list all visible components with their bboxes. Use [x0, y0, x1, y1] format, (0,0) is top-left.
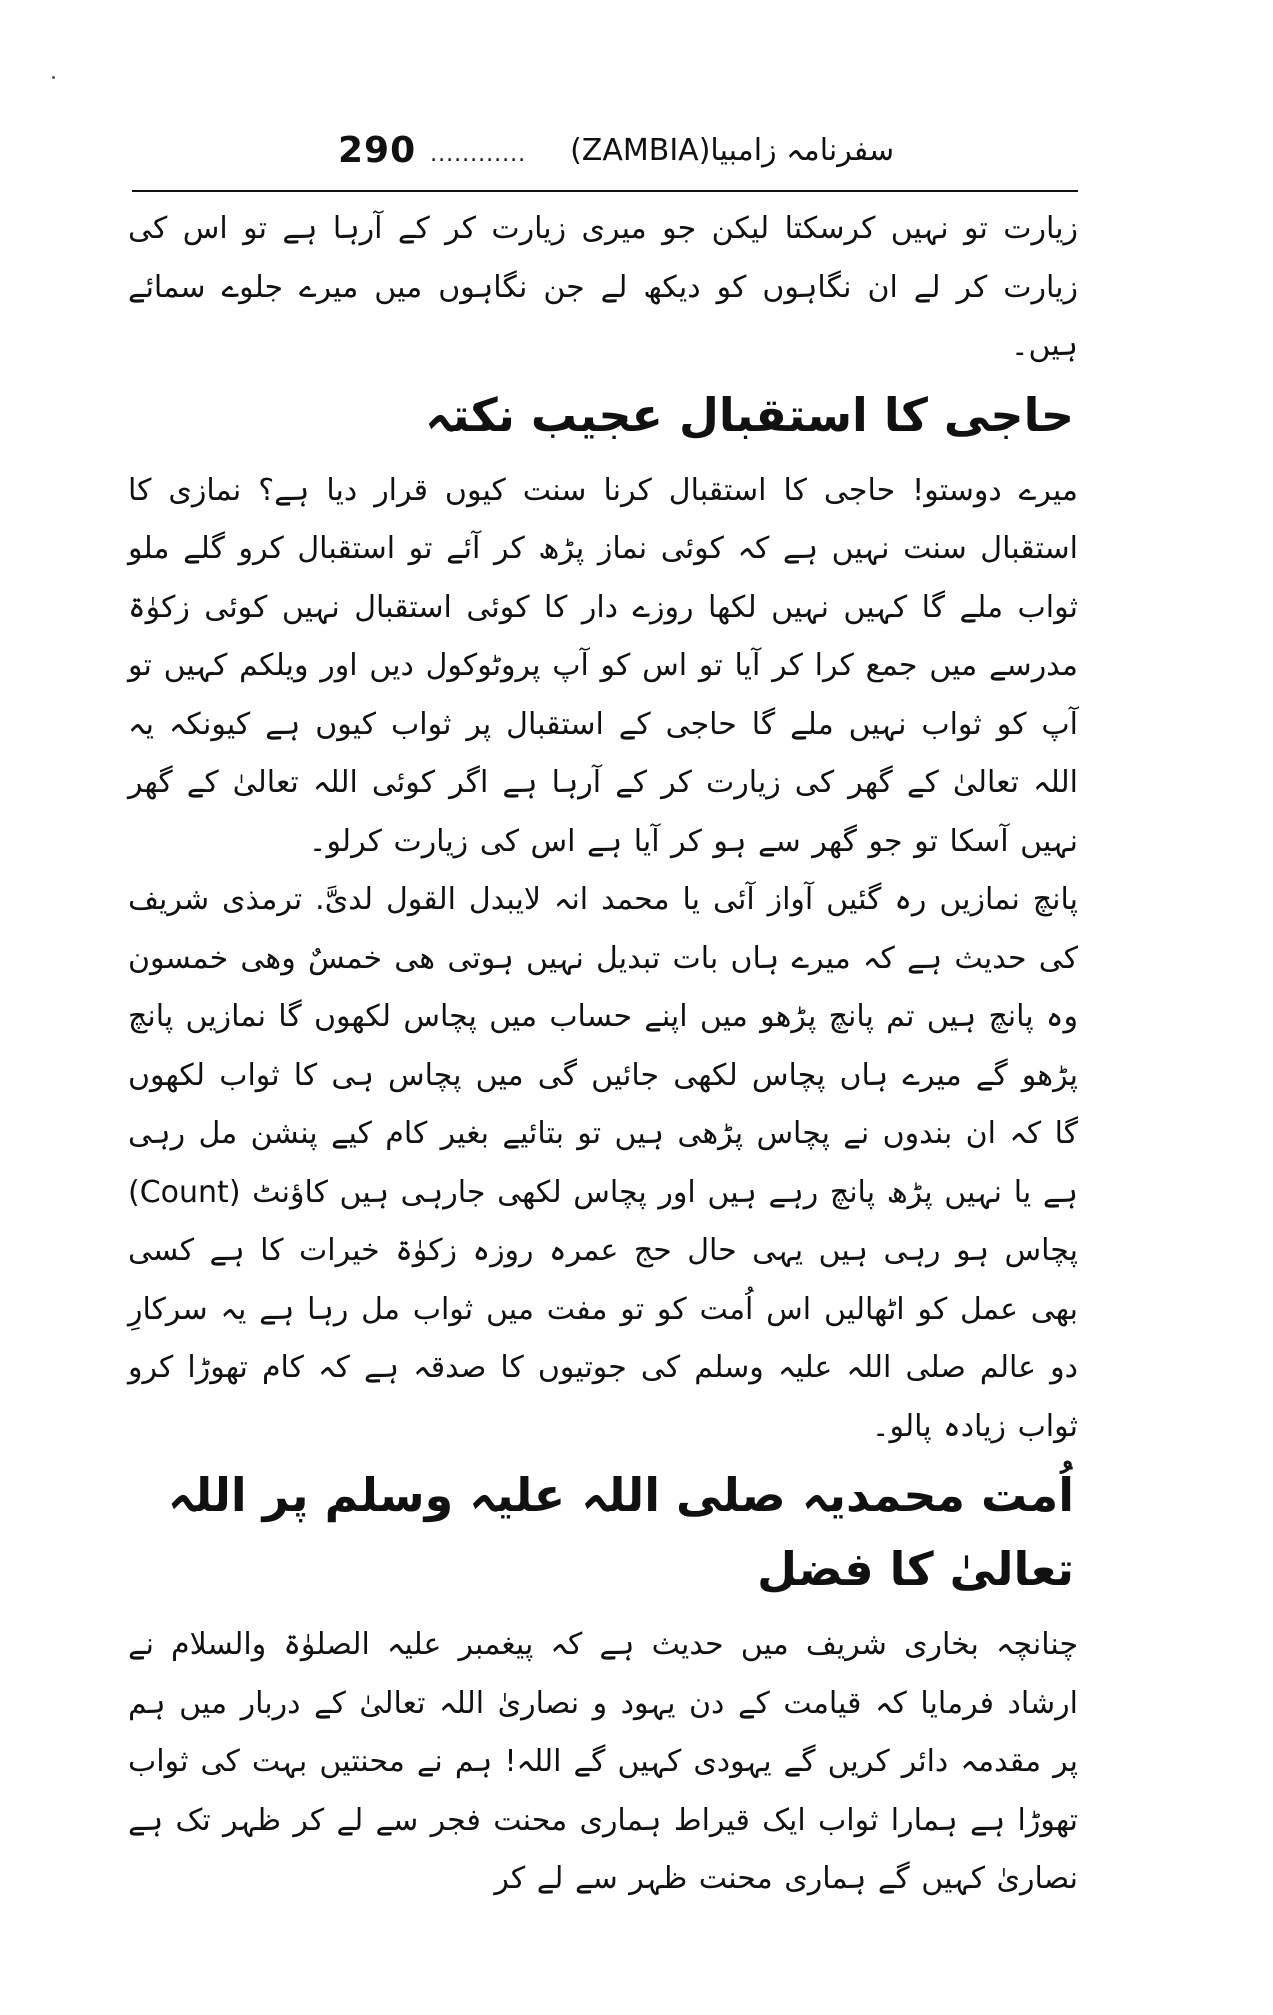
book-title: سفرنامہ زامبیا(ZAMBIA) [570, 132, 895, 168]
page-number: 290 [338, 129, 417, 171]
header-divider [132, 190, 1078, 192]
header-leader-dots: ............ [430, 141, 527, 167]
scan-speck [52, 76, 55, 79]
paragraph-hajji-welcome: میرے دوستو! حاجی کا استقبال کرنا سنت کیوں قرار دیا ہے؟ نمازی کا استقبال سنت نہیں ہے کہ کوئی نماز پڑھ کر آئے تو استقبال کرو گلے ملو ثواب ملے گا کہیں نہیں لکھا روزے دار کا کوئی استقبال نہیں کوئی زکوٰۃ مدرسے میں جمع کرا کر آیا تو اس کو آپ پروٹوکول دیں اور ویلکم کہیں تو آپ کو ثواب نہیں ملے گا حاجی کے استقبال پر ثواب کیوں ہے کیونکہ یہ اللہ تعالیٰ کے گھر کی زیارت کر کے آرہا ہے اگر کوئی اللہ تعالیٰ کے گھر نہیں آسکا تو جو گھر سے ہو کر آیا ہے اس کی زیارت کرلو۔ [128, 472, 1078, 859]
section-heading-ummah-grace: اُمت محمدیہ صلی اللہ علیہ وسلم پر اللہ تعالیٰ کا فضل [167, 1468, 1074, 1596]
paragraph-bukhari-hadith: چنانچہ بخاری شریف میں حدیث ہے کہ پیغمبر علیہ الصلوٰۃ والسلام نے ارشاد فرمایا کہ قیامت کے دن یہود و نصاریٰ اللہ تعالیٰ کے دربار میں ہم پر مقدمہ دائر کریں گے یہودی کہیں گے اللہ! ہم نے محنتیں بہت کی ثواب تھوڑا ہے ہمارا ثواب ایک قیراط ہماری محنت فجر سے لے کر ظہر تک ہے نصاریٰ کہیں گے ہماری محنت ظہر سے لے کر [128, 1627, 1078, 1896]
intro-paragraph: زیارت تو نہیں کرسکتا لیکن جو میری زیارت کر کے آرہا ہے تو اس کی زیارت کر لے ان نگاہوں کو دیکھ لے جن نگاہوں میں میرے جلوے سمائے ہیں۔ [128, 211, 1078, 363]
paragraph-five-prayers: پانچ نمازیں رہ گئیں آواز آئی یا محمد انہ لایبدل القول لدیَّ. ترمذی شریف کی حدیث ہے کہ میرے ہاں بات تبدیل نہیں ہوتی ھی خمسٌ وھی خمسون وہ پانچ ہیں تم پانچ پڑھو میں اپنے حساب میں پچاس لکھوں گا نمازیں پانچ پڑھو گے میرے ہاں پچاس لکھی جائیں گی میں پچاس ہی کا ثواب لکھوں گا کہ ان بندوں نے پچاس پڑھی ہیں تو بتائیے بغیر کام کیے پنشن مل رہی ہے یا نہیں پڑھ پانچ رہے ہیں اور پچاس لکھی جارہی ہیں کاؤنٹ (Count) پچاس ہو رہی ہیں یہی حال حج عمرہ روزہ زکوٰۃ خیرات کا ہے کسی بھی عمل کو اٹھالیں اس اُمت کو تو مفت میں ثواب مل رہا ہے یہ سرکارِ دو عالم صلی اللہ علیہ وسلم کی جوتیوں کا صدقہ ہے کہ کام تھوڑا کرو ثواب زیادہ پالو۔ [128, 882, 1078, 1444]
section-heading-hajji-welcome: حاجی کا استقبال عجیب نکتہ [425, 387, 1074, 442]
page-body [128, 200, 1078, 1909]
page-header [338, 120, 1078, 180]
